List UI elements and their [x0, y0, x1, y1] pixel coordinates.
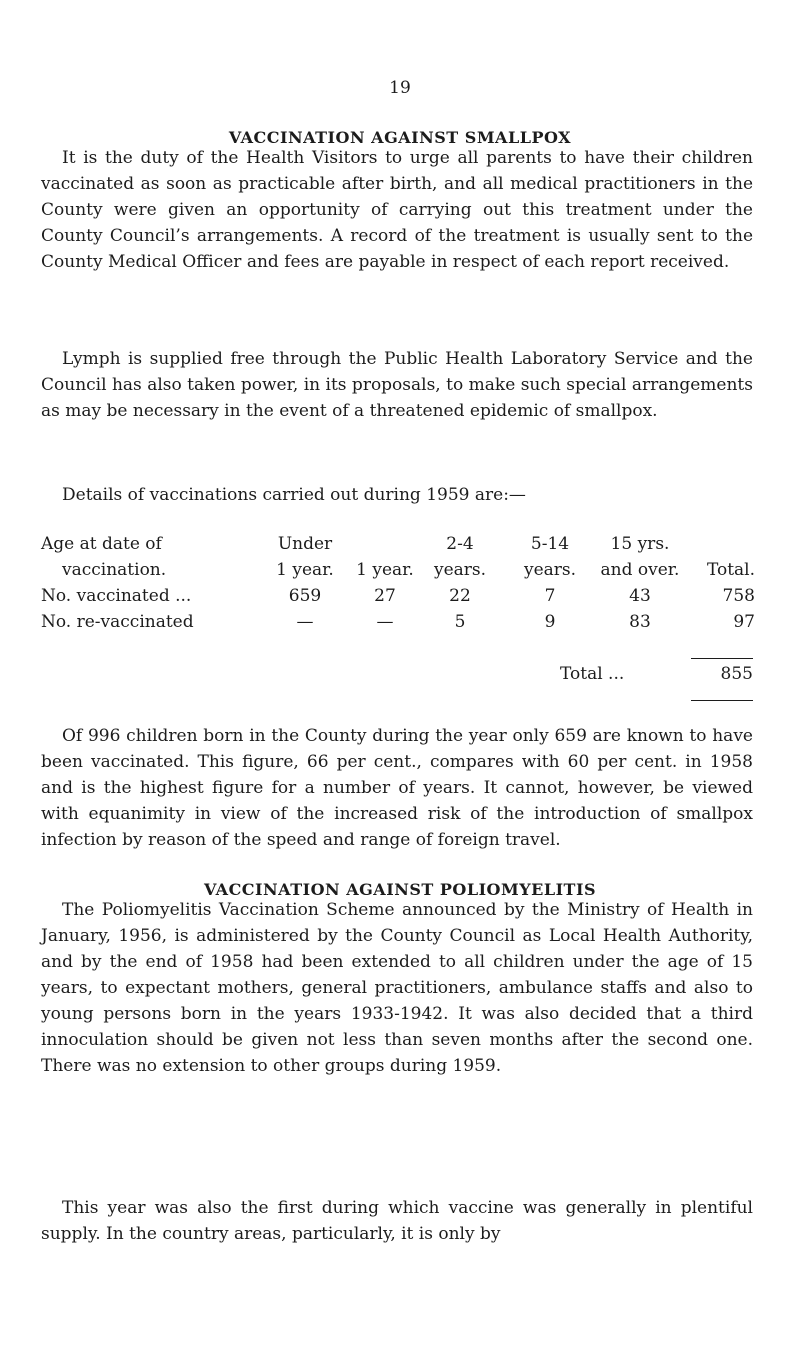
- vaccination-details-intro: Details of vaccinations carried out during 1959 are:—: [62, 485, 526, 505]
- row-label: [41, 609, 255, 635]
- table-cell: 659: [288, 586, 322, 606]
- table-cell: 43: [629, 586, 651, 606]
- header-cell: 5-14: [530, 534, 570, 554]
- smallpox-heading: VACCINATION AGAINST SMALLPOX: [228, 128, 572, 147]
- table-cell: 97: [733, 612, 755, 632]
- header-cell: Under: [277, 534, 333, 554]
- header-cell: 1 year.: [276, 560, 334, 580]
- total-rule-bottom: [691, 700, 753, 701]
- page-number: 19: [389, 78, 411, 98]
- header-cell: 1 year.: [356, 560, 414, 580]
- header-cell: years.: [523, 560, 577, 580]
- table-cell: 758: [722, 586, 755, 606]
- header-cell: 15 yrs.: [610, 534, 670, 554]
- polio-heading: VACCINATION AGAINST POLIOMYELITIS: [203, 880, 596, 899]
- table-cell: 9: [544, 612, 556, 632]
- table-cell: 5: [454, 612, 466, 632]
- leader-dots: ...: [175, 586, 192, 606]
- row-label-text: No. vaccinated: [41, 586, 170, 606]
- table-row: [41, 583, 755, 609]
- polio-paragraph-1: The Poliomyelitis Vaccination Scheme announced by the Ministry of Health in January, 1956, is administered by the County Council as Local Health Authority, and by the end of 1958 had been extended to all children under the age of 15 years, to expectant mothers, general practitioners, ambulance staffs and also to young persons born in the years 1933-1942. It was also decided that a third innoculation should be given not less than seven months after the second one. There was no extension to other groups during 1959.: [41, 900, 753, 1076]
- grand-total-label: Total ...: [560, 664, 625, 684]
- row-label: [41, 583, 255, 609]
- table-cell: —: [296, 612, 314, 632]
- table-header-row-1: [41, 531, 755, 557]
- header-cell: vaccination.: [62, 560, 167, 580]
- table-header-row-2: [41, 557, 755, 583]
- smallpox-paragraph-1: It is the duty of the Health Visitors to urge all parents to have their children vaccinated as soon as practicable after birth, and all medical practitioners in the County were given an opportunity of carrying out this treatment under the County Council’s arrangements. A record of the treatment is usually sent to the County Medical Officer and fees are payable in respect of each report received.: [41, 148, 753, 272]
- header-cell: years.: [433, 560, 487, 580]
- table-cell: 22: [449, 586, 471, 606]
- row-label-text: No. re-vaccinated: [41, 612, 194, 632]
- header-cell: Age at date of: [41, 534, 162, 554]
- header-cell: and over.: [600, 560, 680, 580]
- smallpox-paragraph-3: Of 996 children born in the County during the year only 659 are known to have been vaccinated. This figure, 66 per cent., compares with 60 per cent. in 1958 and is the highest figure for a number of years. It cannot, however, be viewed with equanimity in view of the increased risk of the introduction of smallpox infection by reason of the speed and range of foreign travel.: [41, 726, 753, 850]
- table-cell: —: [376, 612, 394, 632]
- header-cell: [355, 531, 415, 557]
- table-cell: 83: [629, 612, 651, 632]
- table-cell: 7: [544, 586, 556, 606]
- total-rule-top: [691, 658, 753, 659]
- vaccination-table: [41, 531, 755, 635]
- grand-total-value: 855: [720, 664, 753, 684]
- smallpox-paragraph-2: Lymph is supplied free through the Public Health Laboratory Service and the Council has also taken power, in its proposals, to make such special arrangements as may be necessary in the event of a threatened epidemic of smallpox.: [41, 349, 753, 421]
- table-cell: 27: [374, 586, 396, 606]
- header-cell: Total.: [706, 560, 755, 580]
- table-row: [41, 609, 755, 635]
- polio-paragraph-2: This year was also the first during which vaccine was generally in plentiful supply. In the country areas, particularly, it is only by: [41, 1198, 753, 1244]
- header-cell: 2-4: [446, 534, 474, 554]
- header-cell: [685, 531, 755, 557]
